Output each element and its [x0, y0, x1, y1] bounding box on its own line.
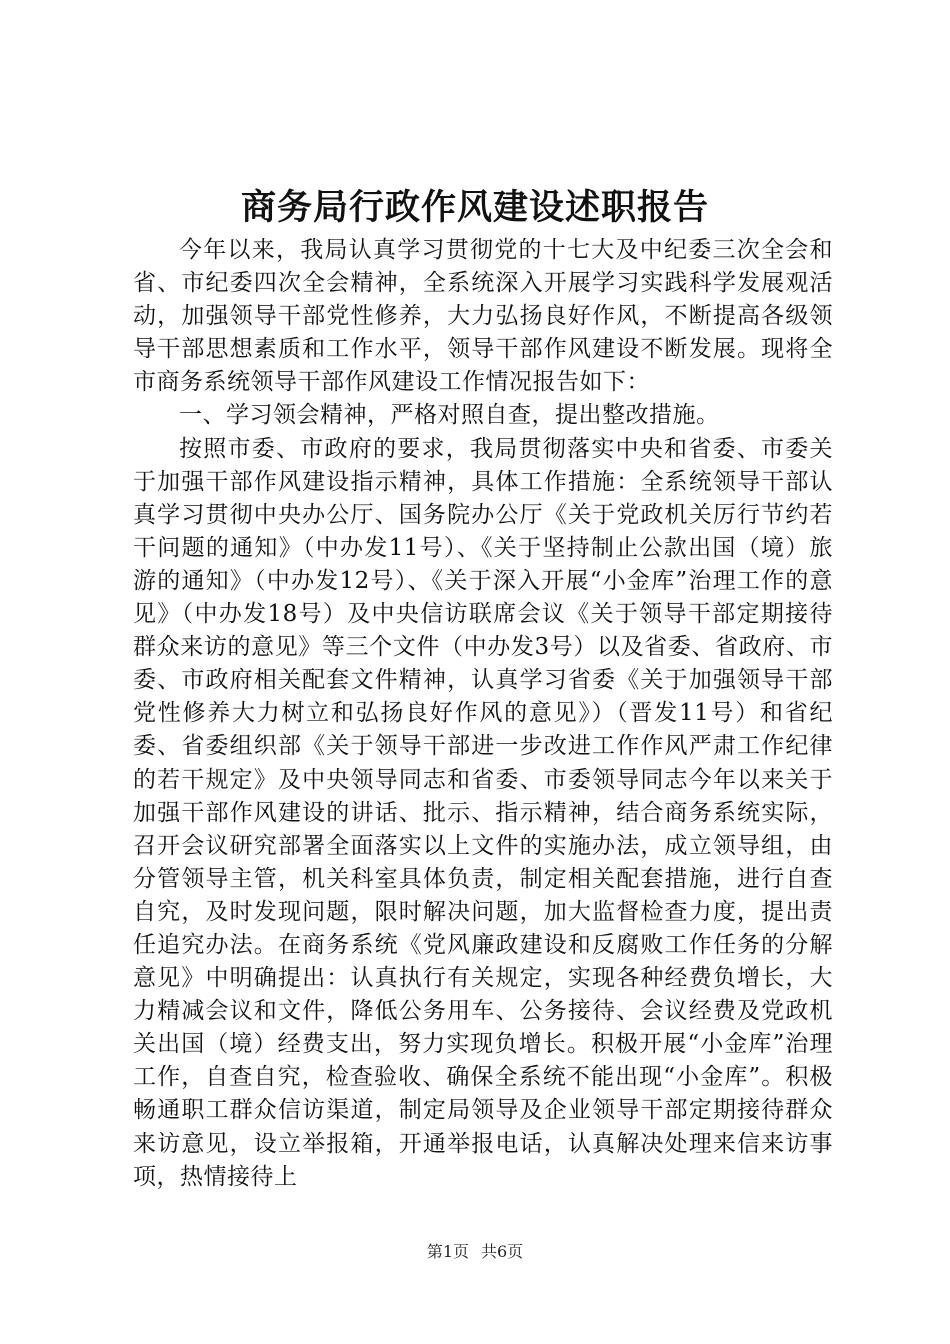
- section-heading-1: 一、学习领会精神，严格对照自查，提出整改措施。: [179, 402, 720, 429]
- body-paragraph: 按照市委、市政府的要求，我局贯彻落实中央和省委、市委关于加强干部作风建设指示精神，具体工作措施：全系统领导干部认真学习贯彻中央办公厅、国务院办公厅《关于党政机关厉行节约若干问题的通知》（中办发11号）、《关于坚持制止公款出国（境）旅游的通知》（中办发12号）、《关于深入开展“小金库”治理工作的意见》（中办发18号）及中央信访联席会议《关于领导干部定期接待群众来访的意见》等三个文件（中办发3号）以及省委、省政府、市委、市政府相关配套文件精神，认真学习省委《关于加强领导干部党性修养大力树立和弘扬良好作风的意见》）（晋发11号）和省纪委、省委组织部《关于领导干部进一步改进工作作风严肃工作纪律的若干规定》及中央领导同志和省委、市委领导同志今年以来关于加强干部作风建设的讲话、批示、指示精神，结合商务系统实际，召开会议研究部署全面落实以上文件的实施办法，成立领导组，由分管领导主管，机关科室具体负责，制定相关配套措施，进行自查自究，及时发现问题，限时解决问题，加大监督检查力度，提出责任追究办法。在商务系统《党风廉政建设和反腐败工作任务的分解意见》中明确提出：认真执行有关规定，实现各种经费负增长，大力精减会议和文件，降低公务用车、公务接待、会议经费及党政机关出国（境）经费支出，努力实现负增长。积极开展“小金库”治理工作，自查自究，检查验收、确保全系统不能出现“小金库”。积极畅通职工群众信访渠道，制定局领导及企业领导干部定期接待群众来访意见，设立举报箱，开通举报电话，认真解决处理来信来访事项，热情接待上: [133, 435, 833, 1190]
- page-number: 第1页: [426, 1242, 469, 1261]
- page-total: 共6页: [481, 1242, 524, 1261]
- document-title: 商务局行政作风建设述职报告: [240, 187, 709, 228]
- intro-paragraph: 今年以来，我局认真学习贯彻党的十七大及中纪委三次全会和省、市纪委四次全会精神，全系统深入开展学习实践科学发展观活动，加强领导干部党性修养，大力弘扬良好作风，不断提高各级领导干部思想素质和工作水平，领导干部作风建设不断发展。现将全市商务系统领导干部作风建设工作情况报告如下：: [133, 237, 833, 396]
- page-footer: [0, 1240, 950, 1264]
- document-body: [133, 234, 833, 1194]
